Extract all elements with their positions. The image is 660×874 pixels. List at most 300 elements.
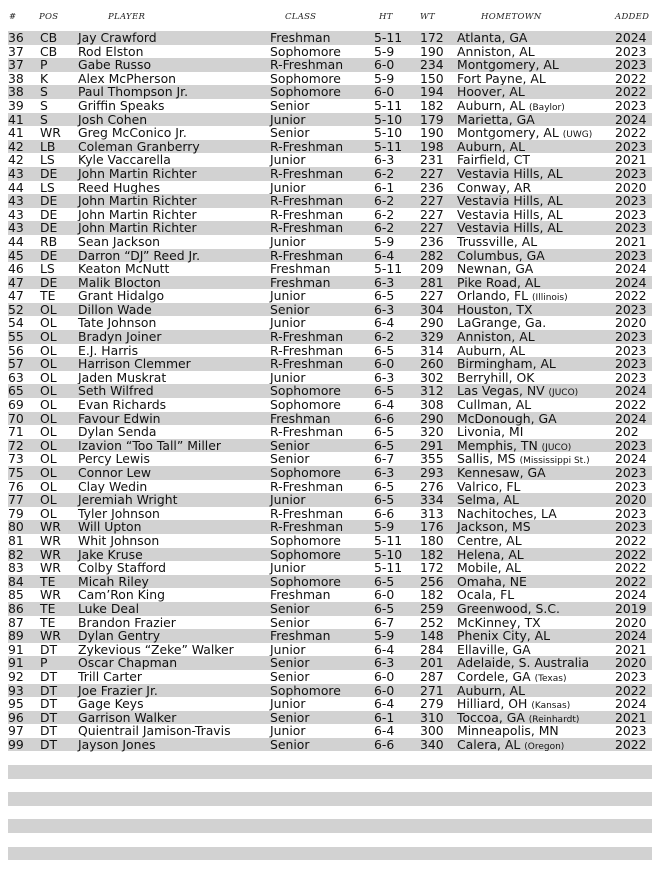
player-weight — [420, 289, 444, 303]
table-row — [8, 738, 652, 752]
previous-school-note: (Oregon) — [524, 741, 565, 752]
player-position-text: OL — [40, 437, 57, 453]
player-class-text: Sophomore — [270, 532, 341, 548]
player-added-text: 2023 — [615, 329, 647, 345]
player-position-text: OL — [40, 301, 57, 317]
player-weight-text: 231 — [420, 152, 444, 168]
player-added — [615, 221, 647, 235]
player-added-text: 2020 — [615, 492, 647, 508]
player-position — [40, 371, 57, 385]
player-weight — [420, 357, 444, 371]
player-height-text: 6-6 — [374, 736, 395, 752]
player-hometown-text: Vestavia Hills, AL — [457, 206, 563, 222]
previous-school-note: (Mississippi St.) — [519, 456, 590, 467]
player-number — [8, 629, 24, 643]
player-name — [78, 738, 156, 752]
player-class — [270, 181, 305, 195]
player-added — [615, 45, 647, 59]
player-height-text: 6-2 — [374, 193, 395, 209]
player-class-text: Junior — [270, 288, 306, 304]
player-name-text: Gabe Russo — [78, 57, 152, 73]
player-weight-text: 304 — [420, 301, 444, 317]
player-name-text: Josh Cohen — [78, 111, 148, 127]
player-added-text: 2024 — [615, 383, 647, 399]
player-weight-text: 281 — [420, 274, 444, 290]
player-name — [78, 208, 197, 222]
player-height — [374, 575, 394, 589]
player-weight — [420, 656, 444, 670]
table-row — [8, 330, 652, 344]
player-name — [78, 58, 151, 72]
player-height — [374, 208, 394, 222]
player-weight — [420, 507, 444, 521]
player-number — [8, 616, 24, 630]
player-hometown — [457, 167, 563, 181]
player-height-text: 6-0 — [374, 668, 395, 684]
player-hometown-text: Vestavia Hills, AL — [457, 193, 563, 209]
player-position — [40, 439, 57, 453]
player-class — [270, 262, 331, 276]
player-name-text: Rod Elston — [78, 43, 144, 59]
player-weight — [420, 99, 444, 113]
table-row — [8, 507, 652, 521]
header-hometown: HOMETOWN — [481, 12, 542, 22]
player-name — [78, 235, 160, 249]
player-added-text: 2023 — [615, 301, 647, 317]
player-name — [78, 371, 166, 385]
player-number-text: 37 — [8, 57, 24, 73]
player-weight-text: 234 — [420, 57, 444, 73]
player-hometown — [457, 534, 522, 548]
player-number — [8, 235, 24, 249]
player-hometown-text: Toccoa, GA — [457, 709, 525, 725]
player-height — [374, 412, 394, 426]
player-number-text: 73 — [8, 451, 24, 467]
player-weight-text: 290 — [420, 315, 444, 331]
player-hometown-text: Montgomery, AL — [457, 57, 559, 73]
player-class — [270, 561, 305, 575]
player-weight — [420, 113, 444, 127]
player-number — [8, 208, 24, 222]
previous-school-note: (Baylor) — [529, 102, 565, 113]
player-height-text: 5-9 — [374, 43, 395, 59]
player-number-text: 84 — [8, 573, 24, 589]
player-added — [615, 126, 647, 140]
player-number — [8, 425, 24, 439]
player-class — [270, 167, 343, 181]
player-height-text: 6-7 — [374, 451, 395, 467]
player-name — [78, 602, 139, 616]
player-added — [615, 113, 647, 127]
player-weight-text: 300 — [420, 723, 444, 739]
player-height-text: 6-2 — [374, 329, 395, 345]
player-position-text: WR — [40, 125, 61, 141]
player-name-text: Quientrail Jamison-Travis — [78, 723, 231, 739]
player-class-text: Junior — [270, 152, 306, 168]
player-added — [615, 412, 647, 426]
player-weight-text: 313 — [420, 505, 444, 521]
player-weight-text: 176 — [420, 519, 444, 535]
player-added-text: 2023 — [615, 723, 647, 739]
player-number-text: 43 — [8, 220, 24, 236]
table-row — [8, 588, 652, 602]
player-weight — [420, 316, 444, 330]
player-position — [40, 398, 57, 412]
player-name — [78, 670, 142, 684]
player-position-text: OL — [40, 342, 57, 358]
table-row — [8, 548, 652, 562]
player-number — [8, 85, 24, 99]
player-number-text: 44 — [8, 233, 24, 249]
player-name-text: Connor Lew — [78, 465, 151, 480]
player-position — [40, 99, 48, 113]
player-weight — [420, 276, 444, 290]
player-added — [615, 316, 647, 330]
player-class-text: Junior — [270, 111, 306, 127]
player-height-text: 5-11 — [374, 560, 403, 576]
player-name-text: Luke Deal — [78, 600, 140, 616]
player-number-text: 93 — [8, 682, 24, 698]
table-row — [8, 520, 652, 534]
player-name-text: Tate Johnson — [78, 315, 157, 331]
empty-row — [8, 765, 652, 779]
player-number-text: 77 — [8, 492, 24, 508]
player-number — [8, 262, 24, 276]
player-number — [8, 588, 24, 602]
player-hometown — [457, 208, 563, 222]
player-name — [78, 153, 171, 167]
player-class-text: R-Freshman — [270, 505, 344, 521]
player-hometown — [457, 357, 556, 371]
player-position-text: OL — [40, 397, 57, 413]
player-weight — [420, 520, 444, 534]
player-number-text: 44 — [8, 179, 24, 195]
player-weight-text: 340 — [420, 736, 444, 752]
player-height-text: 5-10 — [374, 546, 403, 562]
player-added-text: 2023 — [615, 165, 647, 181]
player-name-text: Keaton McNutt — [78, 261, 170, 277]
player-hometown-text: Valrico, FL — [457, 478, 521, 494]
player-weight-text: 355 — [420, 451, 444, 467]
player-height — [374, 99, 402, 113]
player-hometown — [457, 493, 519, 507]
player-weight-text: 312 — [420, 383, 444, 399]
player-class — [270, 126, 309, 140]
player-hometown — [457, 656, 589, 670]
player-position-text: P — [40, 57, 48, 73]
player-height-text: 6-2 — [374, 220, 395, 236]
player-position-text: WR — [40, 532, 61, 548]
player-position-text: DE — [40, 165, 58, 181]
player-height-text: 6-0 — [374, 57, 395, 73]
player-weight-text: 227 — [420, 193, 444, 209]
table-row — [8, 221, 652, 235]
player-name — [78, 711, 176, 725]
player-height-text: 6-4 — [374, 696, 395, 712]
player-position-text: DT — [40, 641, 58, 657]
table-row — [8, 45, 652, 59]
player-number-text: 54 — [8, 315, 24, 331]
player-number-text: 36 — [8, 30, 24, 45]
player-position — [40, 262, 55, 276]
player-position-text: DE — [40, 220, 58, 236]
player-added-text: 2024 — [615, 111, 647, 127]
player-added — [615, 58, 647, 72]
player-number-text: 65 — [8, 383, 24, 399]
player-height-text: 5-10 — [374, 125, 403, 141]
player-class — [270, 588, 331, 602]
table-row — [8, 194, 652, 208]
player-position — [40, 167, 57, 181]
player-position-text: TE — [40, 600, 56, 616]
player-added — [615, 629, 647, 643]
player-position — [40, 194, 57, 208]
player-height-text: 6-6 — [374, 505, 395, 521]
player-class — [270, 303, 309, 317]
player-height — [374, 602, 394, 616]
player-height — [374, 58, 394, 72]
player-position — [40, 520, 61, 534]
player-class — [270, 602, 309, 616]
previous-school-note: (JUCO) — [541, 442, 572, 453]
player-added-text: 2023 — [615, 247, 647, 263]
table-row — [8, 249, 652, 263]
player-number-text: 69 — [8, 397, 24, 413]
player-hometown-text: Vestavia Hills, AL — [457, 220, 563, 236]
player-name — [78, 616, 176, 630]
player-name — [78, 480, 147, 494]
player-class-text: Sophomore — [270, 573, 341, 589]
player-hometown-text: Kennesaw, GA — [457, 465, 546, 480]
player-weight — [420, 371, 444, 385]
player-class-text: R-Freshman — [270, 356, 344, 372]
player-number-text: 86 — [8, 600, 24, 616]
player-added — [615, 153, 647, 167]
player-height — [374, 384, 394, 398]
player-number-text: 96 — [8, 709, 24, 725]
player-position — [40, 221, 57, 235]
player-height — [374, 656, 394, 670]
player-weight — [420, 588, 444, 602]
player-weight — [420, 412, 444, 426]
player-class-text: R-Freshman — [270, 220, 344, 236]
player-hometown — [457, 643, 531, 657]
player-weight-text: 182 — [420, 587, 444, 603]
player-hometown — [457, 303, 532, 317]
player-height — [374, 629, 394, 643]
player-class — [270, 398, 341, 412]
player-added — [615, 439, 647, 453]
player-weight — [420, 452, 444, 466]
player-class-text: R-Freshman — [270, 57, 344, 73]
player-number-text: 43 — [8, 165, 24, 181]
player-hometown-text: Cullman, AL — [457, 397, 532, 413]
header-height: HT — [379, 12, 393, 22]
player-name-text: Izavion “Too Tall” Miller — [78, 437, 221, 453]
player-weight-text: 284 — [420, 641, 444, 657]
player-hometown — [457, 85, 525, 99]
player-number-text: 75 — [8, 465, 24, 480]
player-added — [615, 616, 647, 630]
player-hometown-text: Marietta, GA — [457, 111, 535, 127]
player-hometown-text: Calera, AL — [457, 736, 521, 752]
player-height-text: 6-5 — [374, 288, 395, 304]
player-height — [374, 588, 394, 602]
player-name-text: Clay Wedin — [78, 478, 148, 494]
player-hometown-text: Las Vegas, NV — [457, 383, 545, 399]
player-height — [374, 316, 394, 330]
player-weight — [420, 262, 444, 276]
player-added — [615, 344, 647, 358]
player-height-text: 6-0 — [374, 84, 395, 100]
player-added — [615, 643, 647, 657]
player-hometown — [457, 221, 563, 235]
table-row — [8, 384, 652, 398]
player-position — [40, 316, 57, 330]
player-class — [270, 316, 305, 330]
player-position-text: OL — [40, 492, 57, 508]
player-hometown — [457, 466, 546, 480]
player-name — [78, 289, 164, 303]
table-row — [8, 412, 652, 426]
player-hometown-text: Hilliard, OH — [457, 696, 528, 712]
player-position — [40, 670, 57, 684]
player-weight-text: 276 — [420, 478, 444, 494]
player-weight-text: 287 — [420, 668, 444, 684]
player-hometown-text: Selma, AL — [457, 492, 519, 508]
player-class-text: Sophomore — [270, 84, 341, 100]
previous-school-note: (UWG) — [562, 130, 593, 141]
player-weight — [420, 221, 444, 235]
player-position — [40, 602, 55, 616]
player-name-text: Jay Crawford — [78, 30, 157, 45]
player-position — [40, 344, 57, 358]
player-position-text: DE — [40, 193, 58, 209]
player-height-text: 6-5 — [374, 424, 395, 440]
player-name-text: Harrison Clemmer — [78, 356, 191, 372]
player-number-text: 80 — [8, 519, 24, 535]
player-added-text: 2023 — [615, 138, 647, 154]
player-name — [78, 629, 160, 643]
player-hometown-text: Livonia, MI — [457, 424, 524, 440]
player-class-text: R-Freshman — [270, 165, 344, 181]
player-position-text: WR — [40, 560, 61, 576]
player-position-text: WR — [40, 546, 61, 562]
player-class — [270, 249, 343, 263]
player-class-text: R-Freshman — [270, 329, 344, 345]
table-row — [8, 58, 652, 72]
player-number — [8, 303, 24, 317]
player-position — [40, 561, 61, 575]
player-number-text: 89 — [8, 628, 24, 644]
player-position — [40, 711, 57, 725]
player-height-text: 6-5 — [374, 600, 395, 616]
player-height — [374, 330, 394, 344]
table-row — [8, 466, 652, 480]
header-weight: WT — [420, 12, 436, 22]
player-position-text: DT — [40, 736, 58, 752]
player-name-text: Colby Stafford — [78, 560, 166, 576]
table-row — [8, 153, 652, 167]
table-row — [8, 575, 652, 589]
player-class-text: Freshman — [270, 410, 331, 426]
player-name — [78, 249, 200, 263]
player-position — [40, 357, 57, 371]
player-number — [8, 276, 24, 290]
player-height — [374, 724, 394, 738]
player-added — [615, 235, 647, 249]
player-weight — [420, 602, 444, 616]
player-name — [78, 126, 187, 140]
player-weight-text: 256 — [420, 573, 444, 589]
player-number — [8, 738, 24, 752]
player-height-text: 6-2 — [374, 165, 395, 181]
player-class — [270, 208, 343, 222]
player-height — [374, 45, 394, 59]
player-name-text: Jaden Muskrat — [78, 369, 167, 385]
table-row — [8, 126, 652, 140]
player-added-text: 2022 — [615, 70, 647, 86]
player-hometown-text: Mobile, AL — [457, 560, 521, 576]
player-height-text: 5-11 — [374, 97, 403, 113]
player-height-text: 6-5 — [374, 573, 395, 589]
player-class-text: R-Freshman — [270, 342, 344, 358]
player-added-text: 2023 — [615, 57, 647, 73]
player-position-text: CB — [40, 30, 58, 45]
player-hometown-text: Greenwood, S.C. — [457, 600, 560, 616]
player-added — [615, 99, 647, 113]
player-hometown-text: Omaha, NE — [457, 573, 527, 589]
player-class-text: R-Freshman — [270, 193, 344, 209]
roster-table — [8, 31, 652, 751]
player-name-text: Dylan Gentry — [78, 628, 161, 644]
player-position — [40, 548, 61, 562]
player-added — [615, 520, 647, 534]
player-name-text: Dylan Senda — [78, 424, 157, 440]
player-class — [270, 738, 309, 752]
table-row — [8, 534, 652, 548]
player-added-text: 202 — [615, 424, 639, 440]
player-weight-text: 291 — [420, 437, 444, 453]
table-row — [8, 629, 652, 643]
header-position: POS — [39, 12, 59, 22]
player-class — [270, 235, 305, 249]
player-position — [40, 45, 57, 59]
player-hometown-text: Fairfield, CT — [457, 152, 530, 168]
player-name — [78, 425, 157, 439]
player-hometown-text: Houston, TX — [457, 301, 533, 317]
player-name-text: Gage Keys — [78, 696, 144, 712]
player-position — [40, 588, 61, 602]
player-weight-text: 260 — [420, 356, 444, 372]
player-added-text: 2024 — [615, 410, 647, 426]
player-hometown — [457, 153, 530, 167]
player-number-text: 91 — [8, 641, 24, 657]
player-position-text: OL — [40, 369, 57, 385]
player-hometown-text: Montgomery, AL — [457, 125, 559, 141]
player-name — [78, 575, 149, 589]
player-height — [374, 126, 402, 140]
player-name-text: Tyler Johnson — [78, 505, 160, 521]
header-number: # — [9, 12, 17, 22]
player-class — [270, 670, 309, 684]
player-hometown-text: Minneapolis, MN — [457, 723, 559, 739]
player-position — [40, 85, 48, 99]
player-weight-text: 310 — [420, 709, 444, 725]
player-number — [8, 684, 24, 698]
player-position — [40, 493, 57, 507]
player-added — [615, 194, 647, 208]
